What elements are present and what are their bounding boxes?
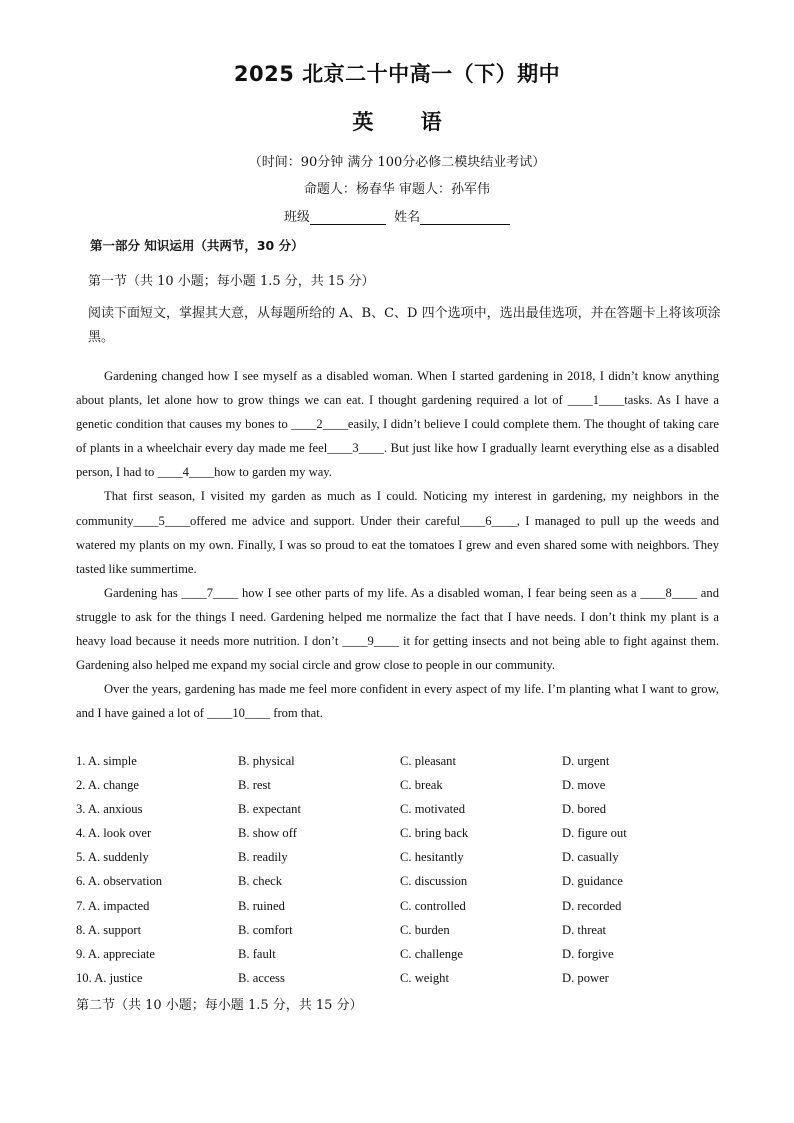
question-row [76, 894, 736, 918]
passage-paragraph: Over the years, gardening has made me feel more confident in every aspect of my life. I’m planting what I want to grow, and I have gained a lot of ____10____ from that. [76, 682, 719, 721]
option-d[interactable]: D. bored [562, 802, 607, 817]
option-a[interactable]: 6. A. observation [76, 874, 163, 889]
option-c[interactable]: C. burden [400, 922, 450, 937]
question-row [76, 821, 736, 845]
option-d[interactable]: D. recorded [562, 898, 622, 913]
option-a[interactable]: 8. A. support [76, 922, 142, 937]
option-b[interactable]: B. show off [238, 826, 297, 841]
options-list [76, 749, 736, 990]
option-d[interactable]: D. threat [562, 922, 607, 937]
option-d[interactable]: D. urgent [562, 754, 610, 768]
class-label: 班级 [283, 210, 310, 225]
option-d[interactable]: D. guidance [562, 874, 623, 889]
option-c[interactable]: C. bring back [400, 826, 469, 841]
class-blank[interactable] [310, 210, 386, 225]
option-a[interactable]: 1. A. simple [76, 754, 137, 768]
option-d[interactable]: D. move [562, 778, 606, 793]
option-d[interactable]: D. forgive [562, 946, 614, 961]
option-a[interactable]: 2. A. change [76, 778, 139, 793]
option-b[interactable]: B. readily [238, 850, 288, 865]
option-b[interactable]: B. ruined [238, 898, 285, 913]
question-row [76, 942, 736, 966]
option-a[interactable]: 4. A. look over [76, 826, 152, 841]
option-b[interactable]: B. access [238, 970, 285, 985]
name-blank[interactable] [420, 210, 510, 225]
option-a[interactable]: 9. A. appreciate [76, 946, 156, 961]
option-c[interactable]: C. controlled [400, 898, 466, 913]
option-b[interactable]: B. expectant [238, 802, 301, 817]
passage-paragraph: That first season, I visited my garden as much as I could. Noticing my interest in gardening, my neighbors in the community____5____offered me advice and support. Under their careful____6____, I managed to pull up the weeds and watered my plants on my own. Finally, I was so proud to eat the tomatoes I grew and even shared some with neighbors. They tasted like summertime. [76, 489, 719, 576]
option-c[interactable]: C. break [400, 778, 443, 793]
option-b[interactable]: B. physical [238, 754, 295, 768]
instruction-text: 阅读下面短文，掌握其大意，从每题所给的 A、B、C、D 四个选项中，选出最佳选项，并在答题卡上将该项涂黑。 [88, 306, 721, 345]
exam-authors: 命题人：杨春华 审题人：孙军伟 [303, 182, 491, 197]
option-d[interactable]: D. casually [562, 850, 619, 865]
subject-title: 英 语 [352, 110, 442, 134]
question-row [76, 749, 736, 773]
part1-heading: 第一部分 知识运用（共两节，30 分） [90, 238, 304, 253]
option-a[interactable]: 7. A. impacted [76, 898, 150, 913]
question-row [76, 845, 736, 869]
question-row [76, 966, 736, 990]
question-row [76, 797, 736, 821]
option-b[interactable]: B. fault [238, 946, 276, 961]
question-row [76, 918, 736, 942]
section1-heading: 第一节（共 10 小题；每小题 1.5 分，共 15 分） [88, 274, 375, 289]
option-d[interactable]: D. figure out [562, 826, 627, 841]
option-c[interactable]: C. hesitantly [400, 850, 464, 865]
option-b[interactable]: B. rest [238, 778, 271, 793]
passage-paragraph: Gardening changed how I see myself as a disabled woman. When I started gardening in 2018, I didn’t know anything about plants, let alone how to grow things we can eat. I thought gardening required a lot of ____1____tasks. As I have a genetic condition that causes my bones to ____2____easily, I didn’t believe I could complete them. The thought of taking care of plants in a wheelchair every day made me feel____3____. But just like how I gradually learnt everything else as a disabled person, I had to ____4____how to garden my way. [76, 369, 719, 480]
option-b[interactable]: B. comfort [238, 922, 293, 937]
option-a[interactable]: 3. A. anxious [76, 802, 143, 817]
cloze-passage [76, 364, 719, 725]
option-a[interactable]: 10. A. justice [76, 970, 143, 985]
option-d[interactable]: D. power [562, 970, 609, 985]
option-c[interactable]: C. challenge [400, 946, 463, 961]
exam-meta: （时间：90分钟 满分 100分必修二模块结业考试） [248, 155, 546, 170]
option-c[interactable]: C. weight [400, 970, 449, 985]
option-c[interactable]: C. motivated [400, 802, 466, 817]
class-name-line [0, 206, 794, 225]
option-b[interactable]: B. check [238, 874, 283, 889]
name-label: 姓名 [394, 210, 421, 225]
question-row [76, 869, 736, 893]
option-c[interactable]: C. pleasant [400, 754, 456, 768]
passage-paragraph: Gardening has ____7____ how I see other parts of my life. As a disabled woman, I fear being seen as a ____8____ and struggle to ask for the things I need. Gardening helped me normalize the fact that I have needs. I don’t think my plant is a heavy load because it needs more nutrition. I don’t ____9____ it for getting insects and not being able to fight against them. Gardening also helped me expand my social circle and grow close to people in our community. [76, 585, 719, 673]
option-c[interactable]: C. discussion [400, 874, 468, 889]
exam-title: 2025 北京二十中高一（下）期中 [233, 62, 561, 86]
option-a[interactable]: 5. A. suddenly [76, 850, 149, 865]
section2-heading: 第二节（共 10 小题；每小题 1.5 分，共 15 分） [76, 998, 363, 1013]
question-row [76, 773, 736, 797]
